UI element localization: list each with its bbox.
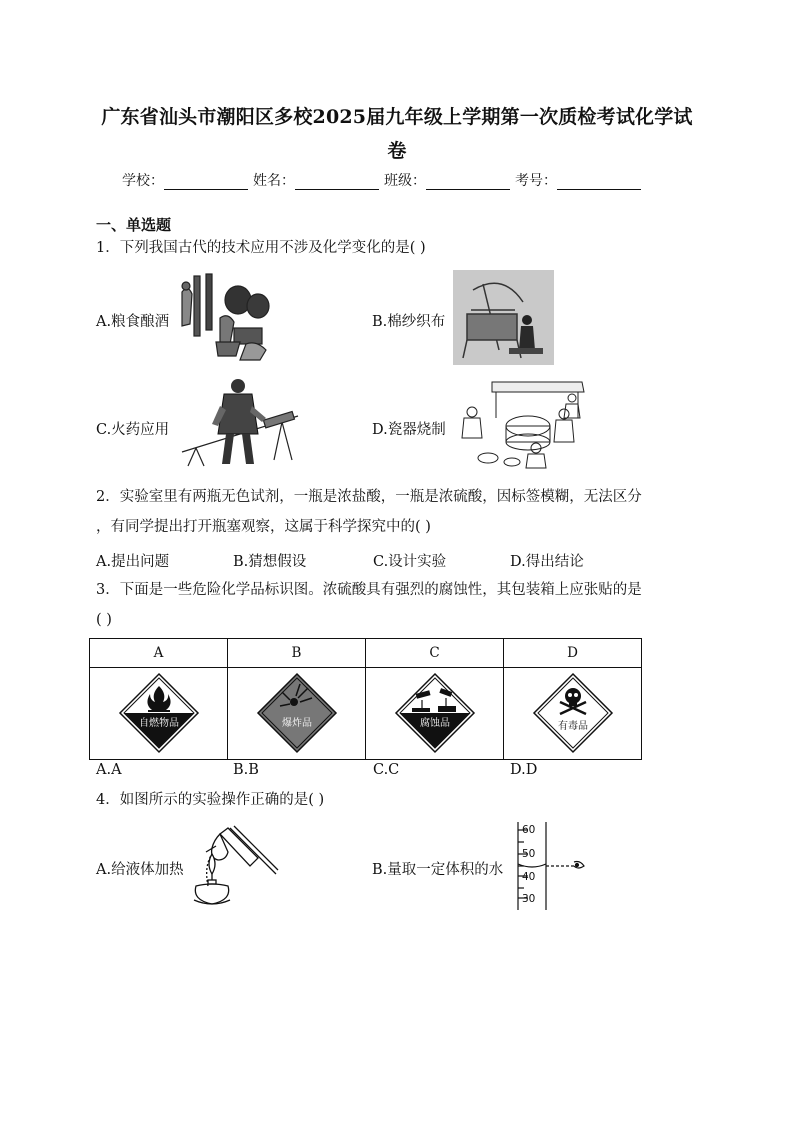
school-blank[interactable] [164,174,248,190]
class-label: 班级： [384,173,426,189]
exam-title [90,100,704,168]
heating-liquid-illustration [190,822,280,916]
hazard-sign-label-b: 爆炸品 [281,718,312,729]
hazard-sign-label-c: 腐蚀品 [419,718,450,729]
hazard-cell-b [228,639,366,759]
hazard-header-a: A [90,639,227,668]
weaving-photo [453,270,554,369]
q1-option-d[interactable]: D.瓷器烧制 [372,422,446,438]
hazard-cell-d [504,639,641,759]
gunpowder-illustration [178,376,304,472]
q3-option-b[interactable]: B.B [233,762,259,778]
q3-stem-line1: 3．下面是一些危险化学品标识图。浓硫酸具有强烈的腐蚀性，其包装箱上应张贴的是 [96,582,642,598]
hazard-sign-label-a: 自燃物品 [138,718,179,729]
q2-option-b[interactable]: B.猜想假设 [233,554,307,570]
q1-stem: 1．下列我国古代的技术应用不涉及化学变化的是( ) [96,240,426,256]
section-heading: 一、单选题 [96,216,172,234]
porcelain-illustration [452,378,588,476]
q1-option-a[interactable]: A.粮食酿酒 [96,314,170,330]
q2-option-a[interactable]: A.提出问题 [96,554,170,570]
hazard-sign-label-d: 有毒品 [557,721,588,732]
exam-title-line1: 广东省汕头市潮阳区多校2025届九年级上学期第一次质检考试化学试 [101,106,693,128]
q4-option-b[interactable]: B.量取一定体积的水 [372,862,504,878]
cylinder-tick-40: 40 [522,871,536,883]
cylinder-tick-60: 60 [522,824,536,836]
hazard-cell-c [366,639,504,759]
q3-option-a[interactable]: A.A [96,762,122,778]
hazard-header-c: C [366,639,503,668]
toxic-sign [532,672,614,754]
corrosive-sign [394,672,476,754]
q2-option-d[interactable]: D.得出结论 [510,554,584,570]
q3-option-d[interactable]: D.D [510,762,538,778]
graduated-cylinder-illustration [512,820,592,916]
q2-stem-line2: ，有同学提出打开瓶塞观察，这属于科学探究中的( ) [96,519,431,535]
number-blank[interactable] [557,174,641,190]
spontaneous-combustion-sign [118,672,200,754]
q1-option-b[interactable]: B.棉纱织布 [372,314,446,330]
class-blank[interactable] [426,174,510,190]
cylinder-tick-30: 30 [522,893,536,905]
q4-option-a[interactable]: A.给液体加热 [96,862,184,878]
exam-title-line2: 卷 [387,140,407,162]
cylinder-tick-50: 50 [522,848,536,860]
q3-stem-line2: ( ) [96,612,112,628]
explosive-sign [256,672,338,754]
brewing-illustration [176,272,280,368]
q4-stem: 4．如图所示的实验操作正确的是( ) [96,792,325,808]
q2-stem-line1: 2．实验室里有两瓶无色试剂，一瓶是浓盐酸，一瓶是浓硫酸，因标签模糊，无法区分 [96,489,642,505]
hazard-cell-a [90,639,228,759]
q2-option-c[interactable]: C.设计实验 [373,554,447,570]
student-info-row [122,170,646,190]
name-label: 姓名： [253,173,295,189]
q1-option-c[interactable]: C.火药应用 [96,422,170,438]
hazard-header-b: B [228,639,365,668]
school-label: 学校： [122,173,164,189]
hazard-header-d: D [504,639,641,668]
q3-option-c[interactable]: C.C [373,762,400,778]
name-blank[interactable] [295,174,379,190]
hazard-sign-table [89,638,642,760]
number-label: 考号： [515,173,557,189]
